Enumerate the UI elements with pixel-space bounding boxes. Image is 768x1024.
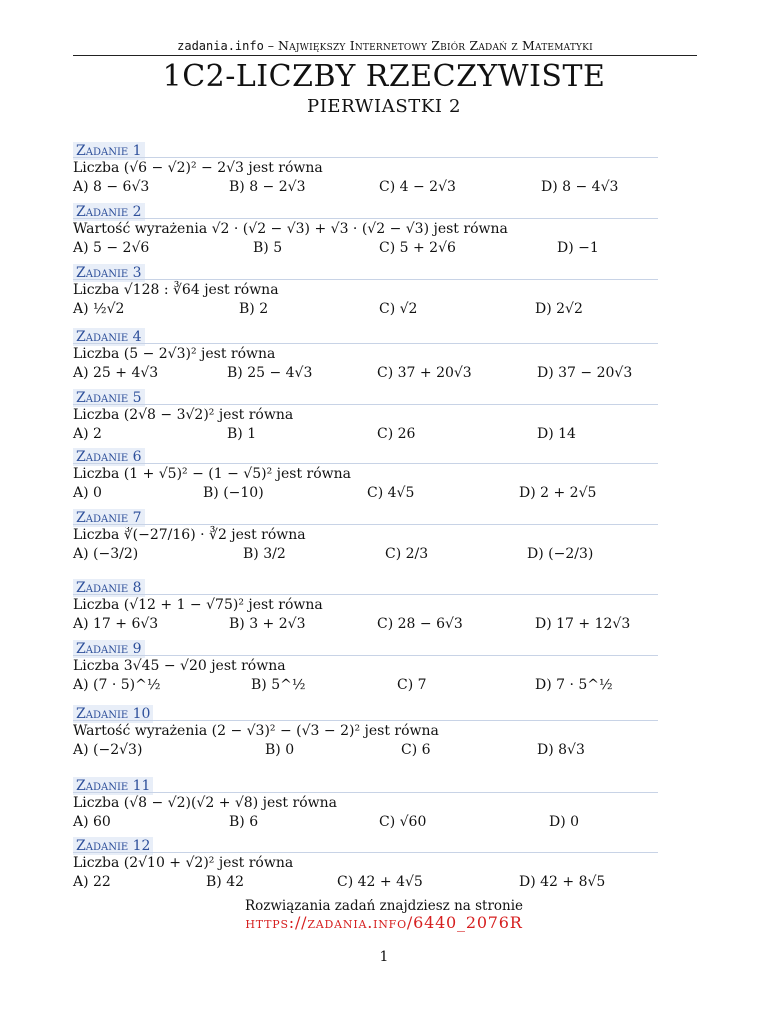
answer-option-c: C) 28 − 6√3 bbox=[377, 616, 463, 632]
task-title: Zadanie 2 bbox=[73, 203, 145, 221]
task-rule bbox=[73, 404, 658, 405]
task-header bbox=[73, 446, 658, 464]
header bbox=[73, 38, 697, 54]
answer-row bbox=[73, 299, 658, 319]
answer-option-d: D) 2√2 bbox=[535, 301, 583, 317]
answer-option-a: A) 5 − 2√6 bbox=[73, 240, 150, 256]
answer-option-c: C) 6 bbox=[401, 742, 431, 758]
answer-option-c: C) √60 bbox=[379, 814, 427, 830]
task-11 bbox=[73, 775, 658, 832]
task-title: Zadanie 1 bbox=[73, 142, 145, 160]
answer-option-d: D) 0 bbox=[549, 814, 580, 830]
task-header bbox=[73, 262, 658, 280]
task-rule bbox=[73, 594, 658, 595]
task-header bbox=[73, 201, 658, 219]
answer-option-d: D) 8√3 bbox=[537, 742, 585, 758]
task-rule bbox=[73, 218, 658, 219]
answer-option-b: B) (−10) bbox=[203, 485, 264, 501]
footer-text: Rozwiązania zadań znajdziesz na stronie bbox=[244, 898, 524, 914]
task-rule bbox=[73, 655, 658, 656]
task-header bbox=[73, 387, 658, 405]
answer-option-a: A) ½√2 bbox=[73, 301, 125, 317]
solutions-link[interactable]: https://zadania.info/6440_2076R bbox=[245, 913, 523, 932]
answer-option-d: D) 7 · 5^½ bbox=[535, 677, 613, 693]
task-title: Zadanie 10 bbox=[73, 705, 153, 723]
task-rule bbox=[73, 852, 658, 853]
task-1 bbox=[73, 140, 658, 197]
answer-option-b: B) 3/2 bbox=[243, 546, 286, 562]
header-rule bbox=[73, 55, 697, 56]
page-title: 1C2-LICZBY RZECZYWISTE bbox=[162, 59, 606, 94]
task-question: Liczba (√8 − √2)(√2 + √8) jest równa bbox=[73, 795, 337, 811]
task-question: Liczba (√12 + 1 − √75)² jest równa bbox=[73, 597, 323, 613]
task-rule bbox=[73, 524, 658, 525]
answer-option-b: B) 5 bbox=[253, 240, 283, 256]
task-6 bbox=[73, 446, 658, 503]
answer-option-c: C) 4√5 bbox=[367, 485, 415, 501]
answer-row bbox=[73, 363, 658, 383]
task-rule bbox=[73, 343, 658, 344]
task-question: Liczba (1 + √5)² − (1 − √5)² jest równa bbox=[73, 466, 351, 482]
task-title: Zadanie 9 bbox=[73, 640, 145, 658]
task-question: Wartość wyrażenia (2 − √3)² − (√3 − 2)² jest równa bbox=[73, 723, 439, 739]
answer-option-a: A) (−3/2) bbox=[73, 546, 139, 562]
answer-option-b: B) 2 bbox=[239, 301, 269, 317]
task-4 bbox=[73, 326, 658, 383]
task-title: Zadanie 4 bbox=[73, 328, 145, 346]
task-question: Liczba ∛(−27/16) · ∛2 jest równa bbox=[73, 527, 306, 543]
answer-row bbox=[73, 238, 658, 258]
task-9 bbox=[73, 638, 658, 695]
answer-option-d: D) −1 bbox=[557, 240, 599, 256]
answer-option-c: C) 42 + 4√5 bbox=[337, 874, 423, 890]
task-title: Zadanie 12 bbox=[73, 837, 153, 855]
answer-option-d: D) (−2/3) bbox=[527, 546, 594, 562]
task-title: Zadanie 8 bbox=[73, 579, 145, 597]
answer-option-b: B) 0 bbox=[265, 742, 295, 758]
task-question: Liczba (2√8 − 3√2)² jest równa bbox=[73, 407, 294, 423]
answer-option-c: C) √2 bbox=[379, 301, 418, 317]
task-3 bbox=[73, 262, 658, 319]
answer-option-b: B) 42 bbox=[206, 874, 245, 890]
answer-option-a: A) 25 + 4√3 bbox=[73, 365, 159, 381]
task-8 bbox=[73, 577, 658, 634]
answer-option-b: B) 25 − 4√3 bbox=[227, 365, 313, 381]
answer-option-b: B) 5^½ bbox=[251, 677, 306, 693]
answer-option-d: D) 14 bbox=[537, 426, 576, 442]
task-rule bbox=[73, 792, 658, 793]
answer-row bbox=[73, 812, 658, 832]
answer-option-a: A) 60 bbox=[73, 814, 111, 830]
task-rule bbox=[73, 463, 658, 464]
answer-option-a: A) (7 · 5)^½ bbox=[73, 677, 161, 693]
answer-option-a: A) (−2√3) bbox=[73, 742, 143, 758]
answer-option-c: C) 37 + 20√3 bbox=[377, 365, 472, 381]
answer-option-a: A) 0 bbox=[73, 485, 102, 501]
answer-option-a: A) 17 + 6√3 bbox=[73, 616, 159, 632]
answer-option-a: A) 22 bbox=[73, 874, 111, 890]
answer-option-c: C) 7 bbox=[397, 677, 427, 693]
page-subtitle: PIERWIASTKI 2 bbox=[307, 96, 461, 117]
task-rule bbox=[73, 720, 658, 721]
header-tagline: Największy Internetowy Zbiór Zadań z Matematyki bbox=[278, 38, 593, 53]
task-header bbox=[73, 577, 658, 595]
task-question: Liczba (√6 − √2)² − 2√3 jest równa bbox=[73, 160, 323, 176]
answer-row bbox=[73, 483, 658, 503]
answer-option-a: A) 2 bbox=[73, 426, 102, 442]
answer-row bbox=[73, 544, 658, 564]
answer-option-d: D) 8 − 4√3 bbox=[541, 179, 619, 195]
task-header bbox=[73, 638, 658, 656]
answer-row bbox=[73, 424, 658, 444]
answer-option-c: C) 2/3 bbox=[385, 546, 429, 562]
answer-option-d: D) 2 + 2√5 bbox=[519, 485, 597, 501]
page-number: 1 bbox=[379, 949, 389, 965]
answer-option-b: B) 3 + 2√3 bbox=[229, 616, 306, 632]
answer-option-b: B) 8 − 2√3 bbox=[229, 179, 306, 195]
task-title: Zadanie 6 bbox=[73, 448, 145, 466]
answer-option-d: D) 17 + 12√3 bbox=[535, 616, 631, 632]
answer-option-c: C) 5 + 2√6 bbox=[379, 240, 456, 256]
answer-option-a: A) 8 − 6√3 bbox=[73, 179, 150, 195]
task-rule bbox=[73, 279, 658, 280]
task-question: Liczba √128 : ∛64 jest równa bbox=[73, 282, 279, 298]
answer-row bbox=[73, 740, 658, 760]
answer-row bbox=[73, 177, 658, 197]
task-question: Liczba (2√10 + √2)² jest równa bbox=[73, 855, 294, 871]
answer-row bbox=[73, 614, 658, 634]
answer-row bbox=[73, 872, 658, 892]
task-header bbox=[73, 326, 658, 344]
answer-option-c: C) 4 − 2√3 bbox=[379, 179, 456, 195]
task-header bbox=[73, 775, 658, 793]
answer-option-c: C) 26 bbox=[377, 426, 416, 442]
task-5 bbox=[73, 387, 658, 444]
answer-option-d: D) 37 − 20√3 bbox=[537, 365, 633, 381]
header-separator: – bbox=[263, 38, 279, 53]
task-title: Zadanie 5 bbox=[73, 389, 145, 407]
task-title: Zadanie 7 bbox=[73, 509, 145, 527]
header-site-link[interactable]: zadania.info bbox=[177, 39, 264, 53]
task-title: Zadanie 11 bbox=[73, 777, 153, 795]
task-rule bbox=[73, 157, 658, 158]
task-header bbox=[73, 835, 658, 853]
task-7 bbox=[73, 507, 658, 564]
task-question: Liczba (5 − 2√3)² jest równa bbox=[73, 346, 276, 362]
answer-option-b: B) 6 bbox=[229, 814, 259, 830]
task-title: Zadanie 3 bbox=[73, 264, 145, 282]
task-2 bbox=[73, 201, 658, 258]
task-question: Liczba 3√45 − √20 jest równa bbox=[73, 658, 286, 674]
answer-row bbox=[73, 675, 658, 695]
answer-option-d: D) 42 + 8√5 bbox=[519, 874, 606, 890]
task-header bbox=[73, 507, 658, 525]
task-header bbox=[73, 703, 658, 721]
task-question: Wartość wyrażenia √2 · (√2 − √3) + √3 · (√2 − √3) jest równa bbox=[73, 221, 508, 237]
answer-option-b: B) 1 bbox=[227, 426, 257, 442]
task-12 bbox=[73, 835, 658, 892]
task-10 bbox=[73, 703, 658, 760]
task-header bbox=[73, 140, 658, 158]
